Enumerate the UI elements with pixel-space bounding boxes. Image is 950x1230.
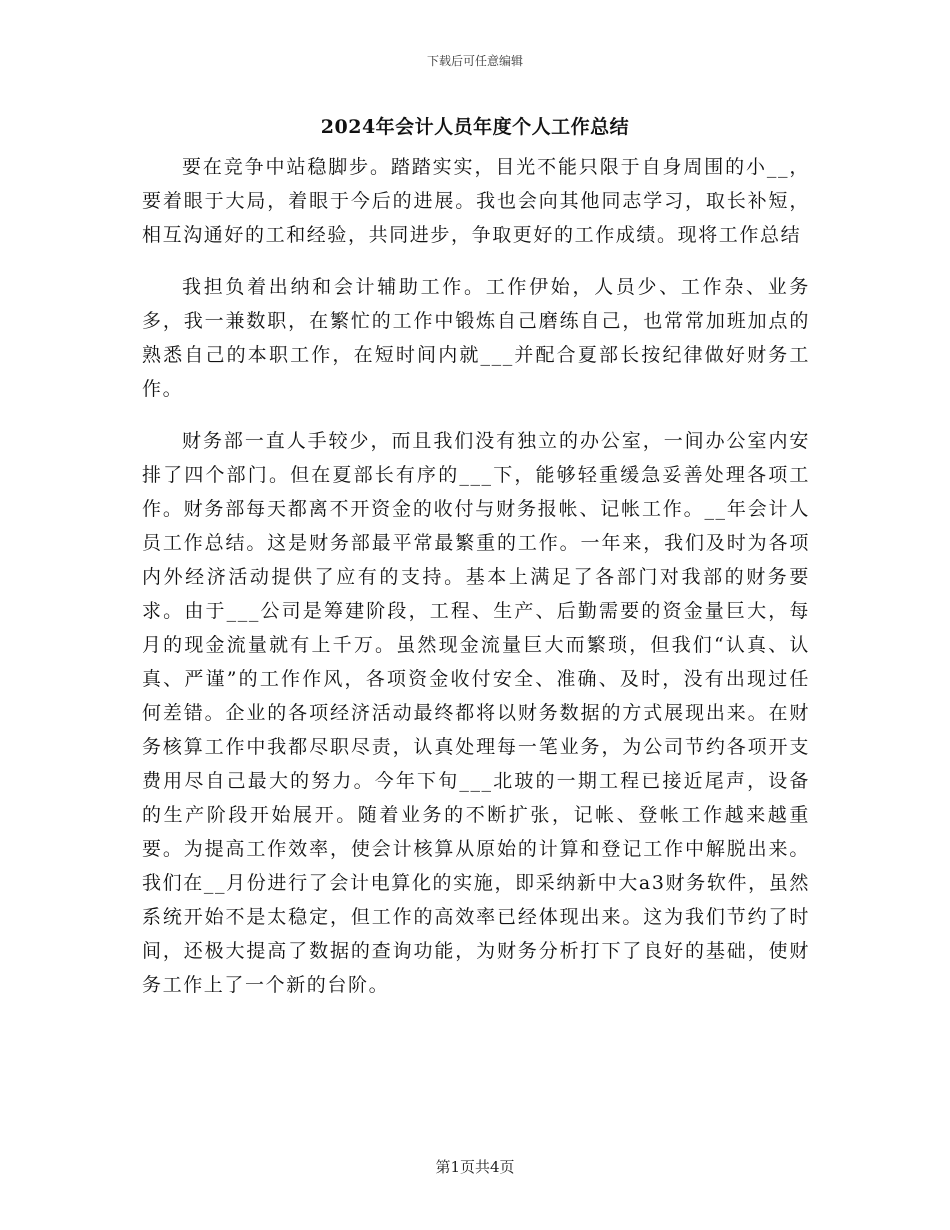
document-title: 2024年会计人员年度个人工作总结 <box>320 116 630 138</box>
header-note: 下载后可任意编辑 <box>426 54 523 68</box>
paragraph-duties: 我担负着出纳和会计辅助工作。工作伊始，人员少、工作杂、业务多，我一兼数职，在繁忙的工作中锻炼自己磨练自己，也常常加班加点的熟悉自己的本职工作，在短时间内就___并配合夏部长按纪律做好财务工作。 <box>142 276 810 400</box>
paragraph-intro: 要在竞争中站稳脚步。踏踏实实，目光不能只限于自身周围的小__，要着眼于大局，着眼于今后的进展。我也会向其他同志学习，取长补短，相互沟通好的工和经验，共同进步，争取更好的工作成绩。现将工作总结 <box>142 156 810 246</box>
paragraph-finance-work: 财务部一直人手较少，而且我们没有独立的办公室，一间办公室内安排了四个部门。但在夏部长有序的___下，能够轻重缓急妥善处理各项工作。财务部每天都离不开资金的收付与财务报帐、记帐工作。__年会计人员工作总结。这是财务部最平常最繁重的工作。一年来，我们及时为各项内外经济活动提供了应有的支持。基本上满足了各部门对我部的财务要求。由于___公司是筹建阶段，工程、生产、后勤需要的资金量巨大，每月的现金流量就有上千万。虽然现金流量巨大而繁琐，但我们“认真、认真、严谨”的工作作风，各项资金收付安全、准确、及时，没有出现过任何差错。企业的各项经济活动最终都将以财务数据的方式展现出来。在财务核算工作中我都尽职尽责，认真处理每一笔业务，为公司节约各项开支费用尽自己最大的努力。今年下旬___北玻的一期工程已接近尾声，设备的生产阶段开始展开。随着业务的不断扩张，记帐、登帐工作越来越重要。为提高工作效率，使会计核算从原始的计算和登记工作中解脱出来。我们在__月份进行了会计电算化的实施，即采纳新中大a3财务软件，虽然系统开始不是太稳定，但工作的高效率已经体现出来。这为我们节约了时间，还极大提高了数据的查询功能，为财务分析打下了良好的基础，使财务工作上了一个新的台阶。 <box>142 430 810 996</box>
page-number: 第1页共4页 <box>435 1158 515 1176</box>
document-body <box>142 150 810 1020</box>
